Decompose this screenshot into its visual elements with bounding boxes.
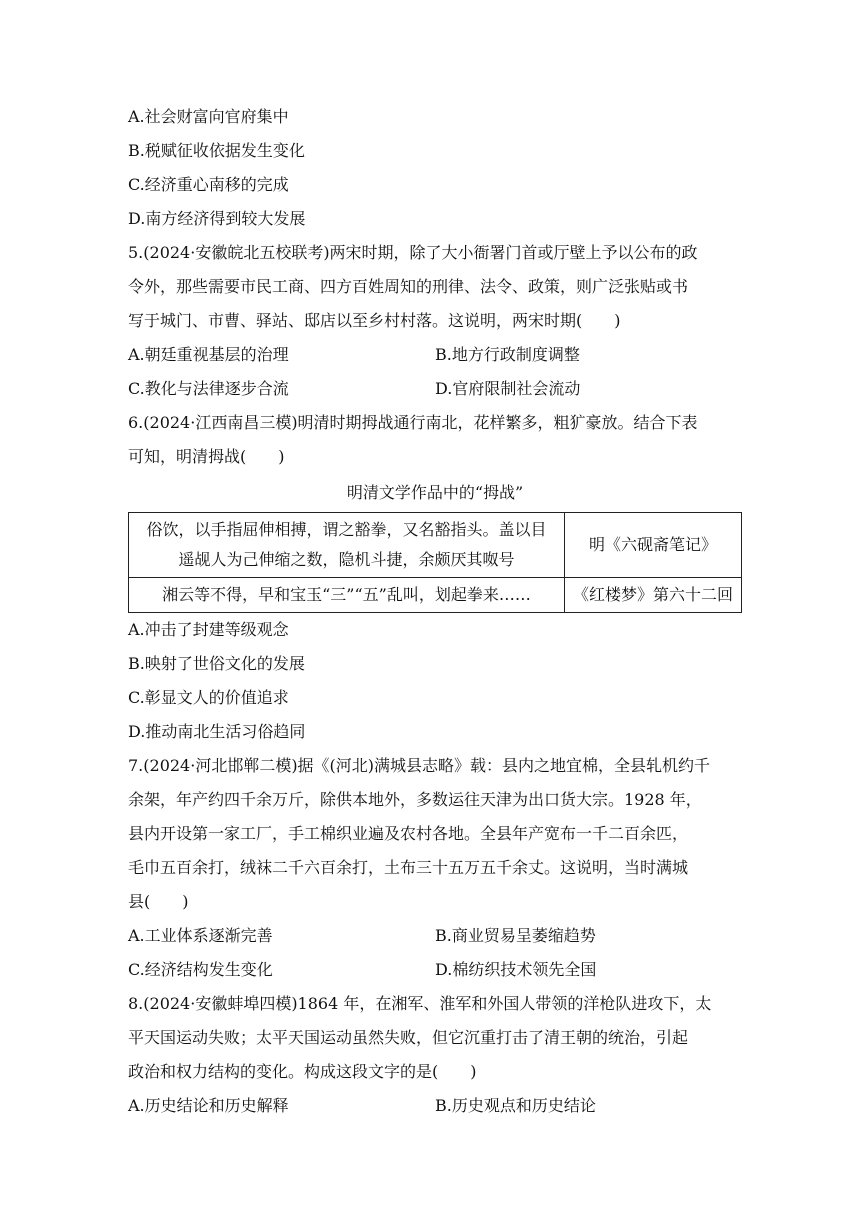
q7-options-row-1 — [128, 919, 742, 953]
q6-stem-line: 6.(2024·江西南昌三模)明清时期拇战通行南北，花样繁多，粗犷豪放。结合下表 — [128, 413, 698, 432]
question-7 — [128, 749, 742, 987]
table-cell-text — [129, 513, 565, 578]
q5-stem-line: 5.(2024·安徽皖北五校联考)两宋时期，除了大小衙署门首或厅壁上予以公布的政 — [128, 243, 698, 262]
q7-stem-line: 余架，年产约四千余万斤，除供本地外，多数运往天津为出口货大宗。1928 年， — [128, 790, 702, 809]
q7-stem-line: 7.(2024·河北邯郸二模)据《(河北)满城县志略》载：县内之地宜棉，全县轧机约千 — [128, 756, 711, 775]
q5-option-a: A.朝廷重视基层的治理 — [128, 345, 289, 364]
question-6 — [128, 406, 742, 749]
q6-option-d: D.推动南北生活习俗趋同 — [128, 722, 306, 741]
q6-stem-line: 可知，明清拇战( ) — [128, 447, 285, 466]
q4-option-d: D.南方经济得到较大发展 — [128, 209, 306, 228]
q5-options-row-2 — [128, 372, 742, 406]
q4-options — [128, 100, 742, 236]
q6-table-title: 明清文学作品中的“拇战” — [346, 483, 524, 502]
table-cell-line: 俗饮，以手指屈伸相搏，谓之豁拳，又名豁指头。盖以目 — [146, 520, 547, 539]
q8-option-b: B.历史观点和历史结论 — [435, 1096, 596, 1115]
q7-options-row-2 — [128, 953, 742, 987]
exam-page — [128, 100, 742, 1123]
q5-option-b: B.地方行政制度调整 — [435, 345, 580, 364]
q6-option-c: C.彰显文人的价值追求 — [128, 688, 289, 707]
q7-option-c: C.经济结构发生变化 — [128, 960, 273, 979]
q5-stem-line: 写于城门、市曹、驿站、邸店以至乡村村落。这说明，两宋时期( ) — [128, 311, 621, 330]
question-8 — [128, 987, 742, 1123]
q6-option-a: A.冲击了封建等级观念 — [128, 620, 289, 639]
q7-option-d: D.棉纺织技术领先全国 — [435, 960, 597, 979]
q4-option-b: B.税赋征收依据发生变化 — [128, 141, 305, 160]
q8-option-a: A.历史结论和历史解释 — [128, 1096, 289, 1115]
q7-stem-line: 毛巾五百余打，绒袜二千六百余打，土布三十五万五千余丈。这说明，当时满城 — [128, 858, 689, 877]
q7-option-a: A.工业体系逐渐完善 — [128, 926, 273, 945]
q8-stem-line: 平天国运动失败；太平天国运动虽然失败，但它沉重打击了清王朝的统治，引起 — [128, 1028, 689, 1047]
table-cell-line: 湘云等不得，早和宝玉“三”“五”乱叫，划起拳来…… — [162, 585, 531, 604]
q6-source-table — [128, 512, 742, 613]
table-cell-text — [129, 578, 565, 613]
table-cell-source: 《红楼梦》第六十二回 — [565, 578, 742, 613]
q8-stem-line: 政治和权力结构的变化。构成这段文字的是( ) — [128, 1062, 477, 1081]
q7-stem-line: 县内开设第一家工厂，手工棉织业遍及农村各地。全县年产宽布一千二百余匹， — [128, 824, 689, 843]
q5-option-c: C.教化与法律逐步合流 — [128, 379, 289, 398]
q7-option-b: B.商业贸易呈萎缩趋势 — [435, 926, 596, 945]
table-cell-source: 明《六砚斋笔记》 — [565, 513, 742, 578]
table-row — [129, 578, 742, 613]
q6-option-b: B.映射了世俗文化的发展 — [128, 654, 305, 673]
q4-option-a: A.社会财富向官府集中 — [128, 107, 289, 126]
q4-option-c: C.经济重心南移的完成 — [128, 175, 289, 194]
q5-option-d: D.官府限制社会流动 — [435, 379, 581, 398]
q8-stem-line: 8.(2024·安徽蚌埠四模)1864 年，在湘军、淮军和外国人带领的洋枪队进攻下，太 — [128, 994, 712, 1013]
q8-options-row-1 — [128, 1089, 742, 1123]
q5-options-row-1 — [128, 338, 742, 372]
table-cell-line: 遥觇人为己伸缩之数，隐机斗捷，余颇厌其呶号 — [178, 550, 515, 569]
q7-stem-line: 县( ) — [128, 892, 189, 911]
q5-stem-line: 令外，那些需要市民工商、四方百姓周知的刑律、法令、政策，则广泛张贴或书 — [128, 277, 689, 296]
question-5 — [128, 236, 742, 406]
table-row — [129, 513, 742, 578]
